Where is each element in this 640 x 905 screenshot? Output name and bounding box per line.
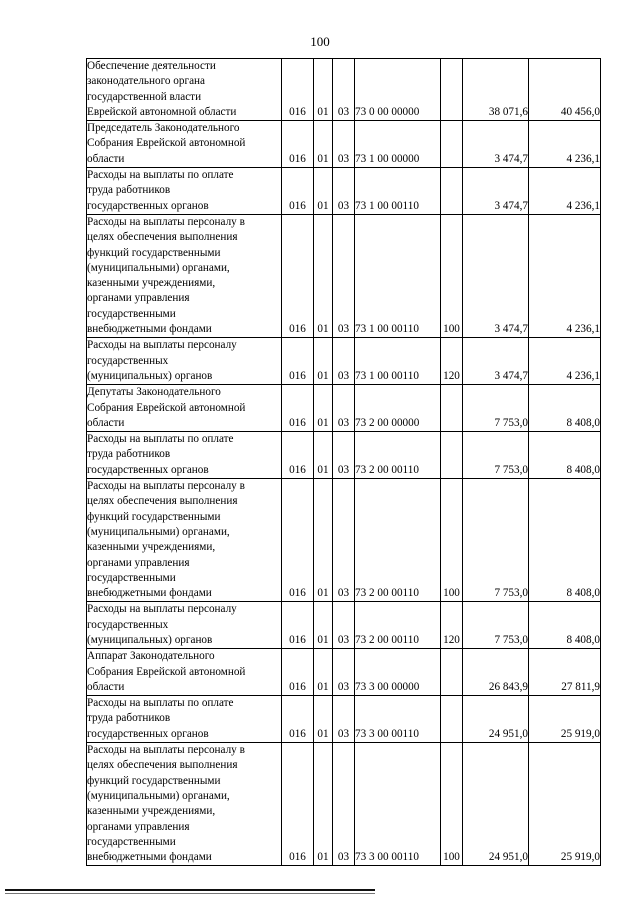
program-cell: 73 3 00 00000 [355, 649, 441, 696]
row-name-line: труда работников [87, 712, 171, 725]
row-name-line: органами управления [87, 556, 190, 569]
amount-cell-1: 24 951,0 [463, 743, 529, 866]
amount-cell-1: 3 474,7 [463, 121, 529, 168]
section-cell: 01 [314, 214, 333, 337]
row-name-line: функций государственными [87, 246, 221, 259]
expense-type-cell: 100 [441, 743, 463, 866]
row-name-line: государственной власти [87, 90, 202, 103]
amount-cell-2: 4 236,1 [529, 168, 601, 215]
subsection-cell: 03 [333, 121, 355, 168]
row-name-line: (муниципальными) органами, [87, 789, 230, 802]
amount-cell-1: 24 951,0 [463, 696, 529, 743]
table-row [87, 649, 601, 696]
expense-type-cell [441, 168, 463, 215]
row-name-cell [87, 696, 282, 743]
footer-rule-thin [5, 893, 375, 894]
row-name-cell [87, 214, 282, 337]
row-name-cell [87, 479, 282, 602]
code-cell: 016 [282, 602, 314, 649]
code-cell: 016 [282, 479, 314, 602]
amount-cell-2: 8 408,0 [529, 385, 601, 432]
row-name-cell [87, 338, 282, 385]
subsection-cell: 03 [333, 649, 355, 696]
row-name-line: Аппарат Законодательного [87, 650, 215, 663]
program-cell: 73 3 00 00110 [355, 743, 441, 866]
row-name-line: Еврейской автономной области [87, 105, 237, 118]
table-row [87, 432, 601, 479]
table-row [87, 385, 601, 432]
row-name-line: (муниципальными) органами, [87, 525, 230, 538]
row-name-cell [87, 649, 282, 696]
amount-cell-2: 8 408,0 [529, 602, 601, 649]
program-cell: 73 1 00 00110 [355, 338, 441, 385]
row-name-line: области [87, 152, 125, 165]
section-cell: 01 [314, 168, 333, 215]
page-number: 100 [310, 34, 330, 49]
code-cell: 016 [282, 338, 314, 385]
code-cell: 016 [282, 385, 314, 432]
expense-type-cell: 120 [441, 602, 463, 649]
expense-type-cell: 120 [441, 338, 463, 385]
section-cell: 01 [314, 338, 333, 385]
footer-rule [5, 889, 375, 891]
row-name-line: государственных органов [87, 463, 209, 476]
section-cell: 01 [314, 59, 333, 121]
table-row [87, 59, 601, 121]
row-name-line: труда работников [87, 184, 171, 197]
section-cell: 01 [314, 696, 333, 743]
amount-cell-2: 25 919,0 [529, 743, 601, 866]
table-row [87, 168, 601, 215]
section-cell: 01 [314, 121, 333, 168]
amount-cell-2: 25 919,0 [529, 696, 601, 743]
subsection-cell: 03 [333, 479, 355, 602]
row-name-line: Расходы на выплаты персоналу в [87, 215, 245, 228]
subsection-cell: 03 [333, 696, 355, 743]
code-cell: 016 [282, 121, 314, 168]
row-name-line: Собрания Еврейской автономной [87, 137, 246, 150]
row-name-cell [87, 385, 282, 432]
program-cell: 73 1 00 00110 [355, 214, 441, 337]
code-cell: 016 [282, 59, 314, 121]
section-cell: 01 [314, 743, 333, 866]
budget-table [86, 58, 601, 866]
amount-cell-2: 8 408,0 [529, 432, 601, 479]
expense-type-cell [441, 59, 463, 121]
section-cell: 01 [314, 479, 333, 602]
row-name-line: (муниципальных) органов [87, 369, 213, 382]
row-name-line: функций государственными [87, 774, 221, 787]
code-cell: 016 [282, 696, 314, 743]
program-cell: 73 3 00 00110 [355, 696, 441, 743]
amount-cell-2: 40 456,0 [529, 59, 601, 121]
table-row [87, 696, 601, 743]
code-cell: 016 [282, 649, 314, 696]
row-name-line: Расходы на выплаты персоналу [87, 339, 237, 352]
amount-cell-1: 7 753,0 [463, 479, 529, 602]
row-name-line: государственных [87, 354, 169, 367]
row-name-line: государственных органов [87, 199, 209, 212]
row-name-line: казенными учреждениями, [87, 805, 216, 818]
row-name-line: внебюджетными фондами [87, 587, 212, 600]
row-name-line: казенными учреждениями, [87, 277, 216, 290]
row-name-line: Расходы на выплаты по оплате [87, 433, 234, 446]
amount-cell-1: 7 753,0 [463, 602, 529, 649]
section-cell: 01 [314, 649, 333, 696]
section-cell: 01 [314, 432, 333, 479]
section-cell: 01 [314, 385, 333, 432]
subsection-cell: 03 [333, 602, 355, 649]
row-name-line: государственных органов [87, 727, 209, 740]
table-row [87, 214, 601, 337]
code-cell: 016 [282, 743, 314, 866]
amount-cell-1: 3 474,7 [463, 338, 529, 385]
section-cell: 01 [314, 602, 333, 649]
row-name-line: государственными [87, 835, 176, 848]
subsection-cell: 03 [333, 432, 355, 479]
table-body [87, 59, 601, 866]
expense-type-cell: 100 [441, 214, 463, 337]
row-name-line: Председатель Законодательного [87, 122, 240, 135]
code-cell: 016 [282, 214, 314, 337]
amount-cell-2: 4 236,1 [529, 214, 601, 337]
amount-cell-2: 8 408,0 [529, 479, 601, 602]
row-name-line: Расходы на выплаты персоналу в [87, 744, 245, 757]
row-name-cell [87, 432, 282, 479]
row-name-cell [87, 121, 282, 168]
amount-cell-1: 26 843,9 [463, 649, 529, 696]
row-name-line: Расходы на выплаты персоналу в [87, 480, 245, 493]
table-row [87, 338, 601, 385]
row-name-line: целях обеспечения выполнения [87, 495, 238, 508]
row-name-line: государственных [87, 618, 169, 631]
row-name-line: государственными [87, 571, 176, 584]
subsection-cell: 03 [333, 59, 355, 121]
expense-type-cell [441, 696, 463, 743]
row-name-cell [87, 168, 282, 215]
subsection-cell: 03 [333, 338, 355, 385]
table-row [87, 743, 601, 866]
row-name-line: функций государственными [87, 510, 221, 523]
program-cell: 73 1 00 00110 [355, 168, 441, 215]
row-name-line: законодательного органа [87, 75, 205, 88]
row-name-line: Обеспечение деятельности [87, 60, 216, 72]
program-cell: 73 2 00 00110 [355, 432, 441, 479]
amount-cell-1: 38 071,6 [463, 59, 529, 121]
row-name-line: казенными учреждениями, [87, 541, 216, 554]
row-name-line: (муниципальными) органами, [87, 261, 230, 274]
row-name-line: области [87, 680, 125, 693]
table-row [87, 121, 601, 168]
row-name-line: органами управления [87, 292, 190, 305]
code-cell: 016 [282, 168, 314, 215]
row-name-line: (муниципальных) органов [87, 633, 213, 646]
expense-type-cell: 100 [441, 479, 463, 602]
expense-type-cell [441, 649, 463, 696]
program-cell: 73 0 00 00000 [355, 59, 441, 121]
row-name-line: государственными [87, 307, 176, 320]
row-name-line: внебюджетными фондами [87, 323, 212, 336]
program-cell: 73 2 00 00110 [355, 602, 441, 649]
expense-type-cell [441, 385, 463, 432]
subsection-cell: 03 [333, 385, 355, 432]
row-name-line: Собрания Еврейской автономной [87, 401, 246, 414]
row-name-cell [87, 743, 282, 866]
row-name-line: области [87, 416, 125, 429]
amount-cell-1: 3 474,7 [463, 214, 529, 337]
row-name-line: Расходы на выплаты по оплате [87, 697, 234, 710]
amount-cell-1: 7 753,0 [463, 385, 529, 432]
code-cell: 016 [282, 432, 314, 479]
row-name-line: Собрания Еврейской автономной [87, 665, 246, 678]
row-name-line: Депутаты Законодательного [87, 386, 221, 399]
amount-cell-2: 27 811,9 [529, 649, 601, 696]
subsection-cell: 03 [333, 214, 355, 337]
subsection-cell: 03 [333, 743, 355, 866]
program-cell: 73 2 00 00000 [355, 385, 441, 432]
row-name-line: Расходы на выплаты персоналу [87, 603, 237, 616]
row-name-line: целях обеспечения выполнения [87, 759, 238, 772]
table-row [87, 602, 601, 649]
amount-cell-2: 4 236,1 [529, 338, 601, 385]
row-name-line: труда работников [87, 448, 171, 461]
row-name-line: Расходы на выплаты по оплате [87, 169, 234, 182]
row-name-line: органами управления [87, 820, 190, 833]
row-name-cell [87, 59, 282, 121]
row-name-line: внебюджетными фондами [87, 851, 212, 864]
table-row [87, 479, 601, 602]
amount-cell-1: 3 474,7 [463, 168, 529, 215]
expense-type-cell [441, 432, 463, 479]
row-name-line: целях обеспечения выполнения [87, 231, 238, 244]
amount-cell-2: 4 236,1 [529, 121, 601, 168]
expense-type-cell [441, 121, 463, 168]
program-cell: 73 1 00 00000 [355, 121, 441, 168]
subsection-cell: 03 [333, 168, 355, 215]
amount-cell-1: 7 753,0 [463, 432, 529, 479]
row-name-cell [87, 602, 282, 649]
program-cell: 73 2 00 00110 [355, 479, 441, 602]
